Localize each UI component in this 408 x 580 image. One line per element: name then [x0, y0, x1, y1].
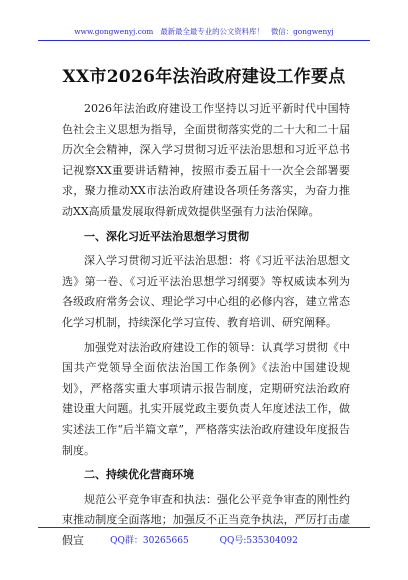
document-title: XX市2026年法治政府建设工作要点	[62, 67, 346, 87]
page-header	[0, 26, 408, 37]
footer-qq: QQ号:535304092	[219, 536, 298, 546]
header-slogan: 最新最全最专业的公文资料库！	[160, 27, 264, 36]
page-footer	[0, 533, 408, 546]
document-body	[62, 99, 350, 555]
section-heading-2: 二、持续优化营商环境	[84, 468, 194, 482]
body-paragraph: 规范公平竞争审查和执法：强化公平竞争审查的刚性约束推动制度全面落地；加强反不正当竞争执法，严厉打击虚假宣	[62, 492, 350, 547]
header-divider	[38, 40, 370, 41]
body-paragraph: 深入学习贯彻习近平法治思想：将《习近平法治思想文选》第一卷、《习近平法治思想学习纲要》等权威读本列为各级政府常务会议、理论学习中心组的必修内容，建立常态化学习机制，持续深化学习宣传、教育培训、研究阐释。	[62, 254, 350, 329]
intro-paragraph: 2026年法治政府建设工作坚持以习近平新时代中国特色社会主义思想为指导，全面贯彻落实党的二十大和二十届历次全会精神，深入学习贯彻习近平法治思想和习近平总书记视察XX重要讲话精神，按照市委五届十一次全会部署要求，聚力推动XX市法治政府建设各项任务落实，为奋力推动XX高质量发展取得新成效提供坚强有力法治保障。	[62, 102, 350, 218]
footer-qq-group: QQ群：30265665	[110, 536, 189, 546]
footer-divider	[38, 527, 370, 528]
body-paragraph: 加强党对法治政府建设工作的领导：认真学习贯彻《中国共产党领导全面依法治国工作条例》《法治中国建设规划》，严格落实重大事项请示报告制度，定期研究法治政府建设重大问题。扎实开展党政主要负责人年度述法工作，做实述法工作“后半篇文章”，严格落实法治政府建设年度报告制度。	[62, 340, 350, 457]
header-site[interactable]: www.gongwenyj.com	[74, 27, 154, 36]
section-heading-1: 一、深化习近平法治思想学习贯彻	[84, 229, 249, 243]
header-wechat: 微信：gongwenyj	[270, 27, 334, 36]
